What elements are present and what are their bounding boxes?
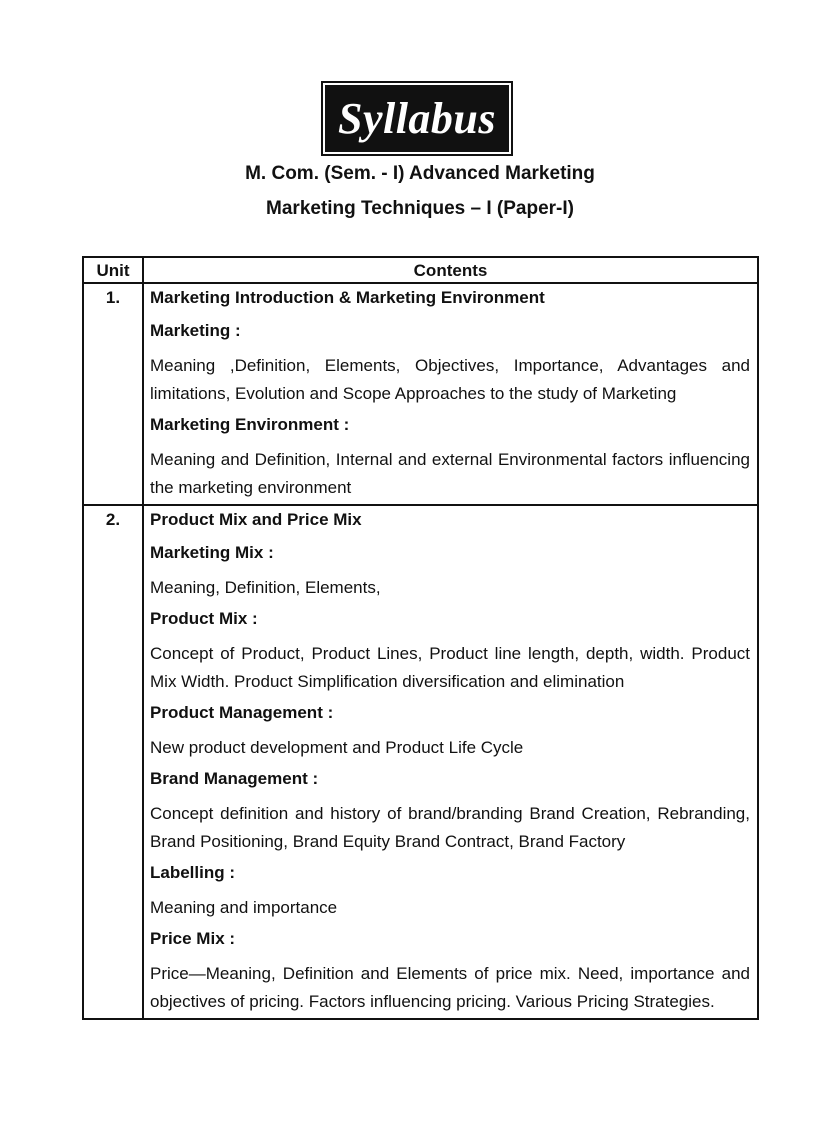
section-label: Labelling : — [150, 863, 235, 882]
unit-title: Product Mix and Price Mix — [150, 510, 362, 529]
unit-number: 1. — [83, 283, 143, 505]
syllabus-title-badge — [325, 85, 509, 152]
course-title: M. Com. (Sem. - I) Advanced Marketing — [245, 163, 595, 184]
unit-title: Marketing Introduction & Marketing Environment — [150, 288, 545, 307]
section-text: Meaning and importance — [150, 898, 338, 917]
section-label: Marketing Mix : — [150, 543, 274, 562]
table-header-row — [83, 257, 758, 283]
section-label: Product Management : — [150, 703, 334, 722]
section-label: Brand Management : — [150, 769, 319, 788]
section-text: Meaning, Definition, Elements, — [150, 578, 381, 597]
section-text: Price—Meaning, Definition and Elements of price mix. Need, importance and objectives of pricing. Factors influencing pricing. Various Pricing Strategies. — [150, 964, 750, 1011]
section-text: New product development and Product Life Cycle — [150, 738, 524, 757]
unit-number: 2. — [83, 505, 143, 1019]
paper-title: Marketing Techniques – I (Paper-I) — [266, 198, 574, 219]
section-label: Product Mix : — [150, 609, 258, 628]
table-row — [83, 505, 758, 1019]
section-text: Meaning and Definition, Internal and external Environmental factors influencing the marketing environment — [150, 450, 750, 497]
contents-column-header: Contents — [143, 257, 758, 283]
syllabus-table — [82, 256, 759, 1020]
unit-contents — [143, 283, 758, 505]
syllabus-title: Syllabus — [337, 94, 497, 143]
unit-contents — [143, 505, 758, 1019]
section-text: Concept definition and history of brand/branding Brand Creation, Rebranding, Brand Positioning, Brand Equity Brand Contract, Brand Factory — [150, 804, 750, 851]
section-text: Concept of Product, Product Lines, Product line length, depth, width. Product Mix Width. Product Simplification diversification and elimination — [150, 644, 750, 691]
section-label: Marketing Environment : — [150, 415, 350, 434]
unit-column-header: Unit — [83, 257, 143, 283]
section-label: Price Mix : — [150, 929, 236, 948]
section-text: Meaning ,Definition, Elements, Objectives, Importance, Advantages and limitations, Evolution and Scope Approaches to the study of Marketing — [150, 356, 750, 403]
table-row — [83, 283, 758, 505]
section-label: Marketing : — [150, 321, 241, 340]
